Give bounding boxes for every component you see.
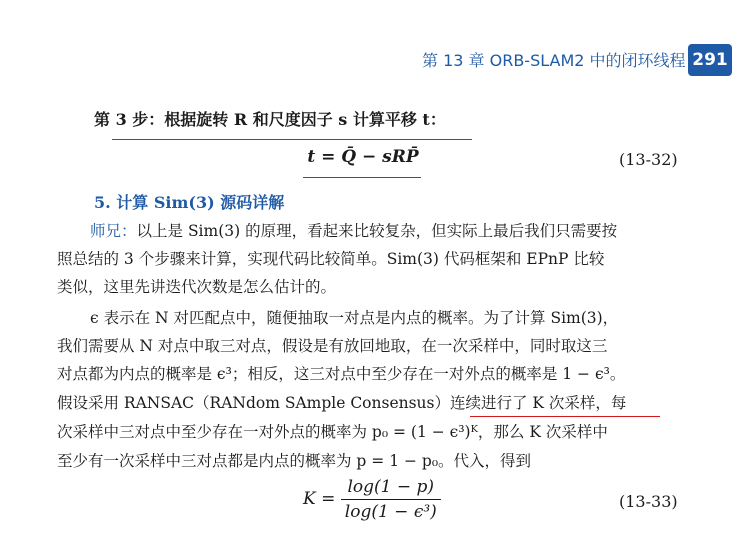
para2-line6: 至少有一次采样中三对点都是内点的概率为 p = 1 − p₀。代入，得到 (57, 452, 532, 470)
para1-line3: 类似，这里先讲迭代次数是怎么估计的。 (57, 278, 337, 296)
para2-line3: 对点都为内点的概率是 ϵ³；相反，这三对点中至少存在一对外点的概率是 1 − ϵ³。 (57, 365, 626, 383)
equation-number-13-32: (13-32) (619, 150, 678, 169)
red-underline-ransac (470, 416, 660, 417)
section-title: 5. 计算 Sim(3) 源码详解 (94, 193, 285, 212)
para1-line1-text: 以上是 Sim(3) 的原理，看起来比较复杂，但实际上最后我们只需要按 (136, 222, 618, 240)
para1-line1 (90, 219, 617, 241)
red-underline-equation (303, 177, 421, 178)
para2-line4: 假设采用 RANSAC（RANdom SAmple Consensus）连续进行了 K 次采样，每 (57, 394, 627, 412)
equation-13-32: t = Q̄ − sRP̄ (307, 147, 419, 167)
chapter-header: 第 13 章 ORB-SLAM2 中的闭环线程 (422, 51, 686, 70)
equation-13-33-lhs: K = (303, 489, 336, 509)
red-underline-step3 (112, 139, 472, 140)
equation-13-33-numerator: log(1 − p) (341, 477, 441, 500)
step3-heading: 第 3 步：根据旋转 R 和尺度因子 s 计算平移 t： (94, 110, 446, 129)
speaker-label: 师兄： (90, 222, 137, 240)
para2-line1: ϵ 表示在 N 对匹配点中，随便抽取一对点是内点的概率。为了计算 Sim(3)， (90, 309, 619, 327)
para2-line2: 我们需要从 N 对点中取三对点，假设是有放回地取，在一次采样中，同时取这三 (57, 337, 608, 355)
equation-13-33-denominator: log(1 − ϵ³) (344, 502, 437, 522)
equation-number-13-33: (13-33) (619, 492, 678, 511)
equation-13-33-fraction (341, 477, 441, 522)
para2-line5: 次采样中三对点中至少存在一对外点的概率为 p₀ = (1 − ϵ³)ᴷ，那么 K 次采样中 (57, 423, 608, 441)
page-number-badge: 291 (688, 44, 732, 76)
para1-line2: 照总结的 3 个步骤来计算，实现代码比较简单。Sim(3) 代码框架和 EPnP 比较 (57, 250, 605, 268)
equation-13-33 (303, 477, 441, 522)
